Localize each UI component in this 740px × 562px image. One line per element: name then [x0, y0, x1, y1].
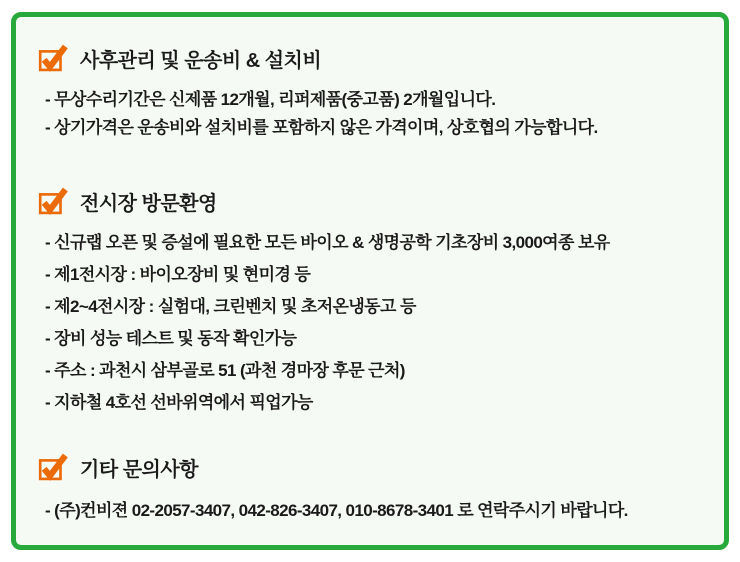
section-header — [38, 44, 704, 72]
bullet-list — [45, 86, 704, 142]
bullet-item: - 제1전시장 : 바이오장비 및 현미경 등 — [45, 265, 311, 284]
section-title: 기타 문의사항 — [80, 458, 198, 481]
section-contact — [38, 453, 704, 525]
checkbox-icon — [38, 43, 68, 73]
bullet-list — [45, 227, 704, 419]
bullet-item: - 무상수리기간은 신제품 12개월, 리퍼제품(중고품) 2개월입니다. — [45, 90, 496, 109]
bullet-item: - 상기가격은 운송비와 설치비를 포함하지 않은 가격이며, 상호협의 가능합니다. — [45, 118, 598, 137]
bullet-item: - 제2~4전시장 : 실험대, 크린벤치 및 초저온냉동고 등 — [45, 297, 416, 316]
checkbox-icon — [38, 452, 68, 482]
section-title: 전시장 방문환영 — [80, 192, 217, 215]
section-title: 사후관리 및 운송비 & 설치비 — [80, 49, 322, 72]
section-showroom — [38, 187, 704, 419]
bullet-item: - 장비 성능 테스트 및 동작 확인가능 — [45, 329, 297, 348]
bullet-item: - 신규랩 오픈 및 증설에 필요한 모든 바이오 & 생명공학 기초장비 3,000여종 보유 — [45, 233, 610, 252]
section-aftercare — [38, 44, 704, 142]
bullet-item: - 주소 : 과천시 삼부골로 51 (과천 경마장 후문 근처) — [45, 361, 405, 380]
bullet-item-contact-phones: - (주)컨비젼 02-2057-3407, 042-826-3407, 010-8678-3401 로 연락주시기 바랍니다. — [45, 501, 628, 520]
section-header — [38, 453, 704, 481]
notice-panel — [11, 12, 729, 550]
bullet-item: - 지하철 4호선 선바위역에서 픽업가능 — [45, 393, 313, 412]
section-header — [38, 187, 704, 215]
checkbox-icon — [38, 186, 68, 216]
bullet-list — [45, 497, 704, 525]
notice-content — [16, 17, 724, 525]
